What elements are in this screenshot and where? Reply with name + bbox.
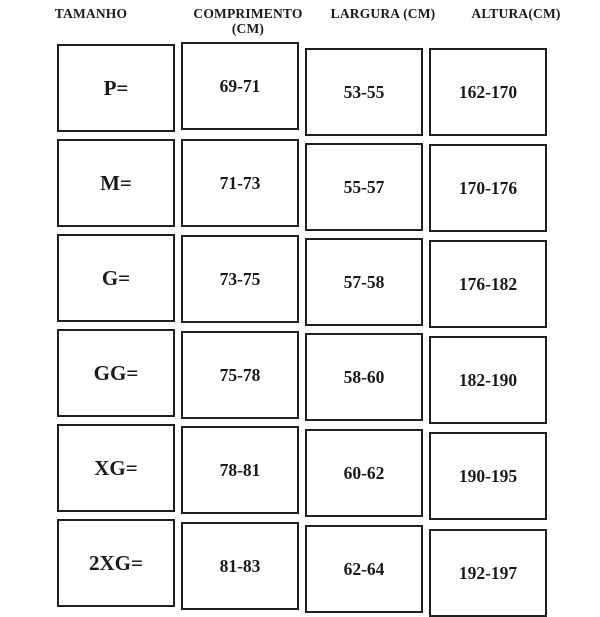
column-header-tamanho: TAMANHO [54, 6, 128, 21]
cell-largura: 60-62 [305, 429, 423, 517]
cell-tamanho: XG= [57, 424, 175, 512]
cell-largura: 55-57 [305, 143, 423, 231]
cell-tamanho: G= [57, 234, 175, 322]
table-header-row [0, 0, 600, 36]
cell-altura: 182-190 [429, 336, 547, 424]
cell-comprimento: 73-75 [181, 235, 299, 323]
column-header-altura: ALTURA(CM) [471, 6, 561, 21]
cell-comprimento: 69-71 [181, 42, 299, 130]
cell-tamanho: 2XG= [57, 519, 175, 607]
cell-altura: 192-197 [429, 529, 547, 617]
cell-largura: 57-58 [305, 238, 423, 326]
cell-altura: 176-182 [429, 240, 547, 328]
table-row [0, 139, 600, 234]
column-header-largura: LARGURA (CM) [330, 6, 436, 21]
cell-comprimento: 81-83 [181, 522, 299, 610]
table-row [0, 44, 600, 139]
cell-largura: 58-60 [305, 333, 423, 421]
table-row [0, 234, 600, 329]
table-body [0, 44, 600, 614]
cell-largura: 53-55 [305, 48, 423, 136]
cell-comprimento: 78-81 [181, 426, 299, 514]
cell-altura: 162-170 [429, 48, 547, 136]
cell-comprimento: 71-73 [181, 139, 299, 227]
column-header-comprimento: COMPRIMENTO (CM) [193, 6, 303, 37]
table-row [0, 329, 600, 424]
cell-tamanho: P= [57, 44, 175, 132]
cell-altura: 190-195 [429, 432, 547, 520]
cell-largura: 62-64 [305, 525, 423, 613]
cell-comprimento: 75-78 [181, 331, 299, 419]
table-row [0, 424, 600, 519]
cell-tamanho: M= [57, 139, 175, 227]
cell-tamanho: GG= [57, 329, 175, 417]
cell-altura: 170-176 [429, 144, 547, 232]
